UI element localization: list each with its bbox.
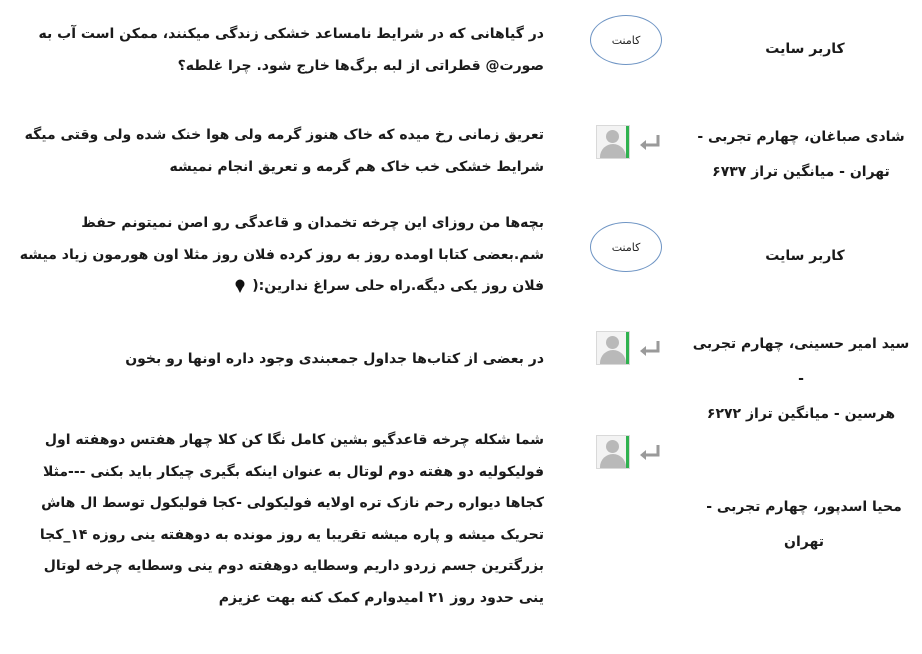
user-avatar-icon [596,331,630,365]
reply-indicator [596,125,666,161]
comment-text: بچه‌ها من روزای این چرخه تخمدان و قاعدگی رو اصن نمیتونم حفظ شم.بعضی کتابا اومده روز به روز کرده فلان روز مثلا اون هورمون زیاد میشه فلان روز یکی دیگه.راه حلی سراغ ندارین:( [19,215,544,294]
author-name: کاربر سایت [765,41,845,57]
comment-badge: کامنت [590,15,662,65]
user-avatar-icon [596,435,630,469]
reply-indicator [596,331,666,367]
reply-text: تعریق زمانی رخ میده که خاک هنوز گرمه ولی هوا خنک شده ولی وقتی میگه شرایط خشکی خب خاک هم گرمه و تعریق انجام نمیشه [24,127,544,175]
reply-text: در بعضی از کتاب‌ها جداول جمعبندی وجود داره اونها رو بخون [125,351,544,367]
author-name: شادی صباغان، چهارم تجربی - تهران - میانگین تراز ۶۷۳۷ [697,129,905,180]
author-name: محیا اسدپور، چهارم تجربی - تهران [706,499,902,550]
author-name: سید امیر حسینی، چهارم تجربی - هرسین - میانگین تراز ۶۲۷۲ [692,336,910,422]
comment-badge: کامنت [590,222,662,272]
reply-arrow-icon [638,443,662,463]
pin-emoji [233,279,247,293]
reply-indicator [596,435,666,471]
user-avatar-icon [596,125,630,159]
author-name: کاربر سایت [765,248,845,264]
reply-arrow-icon [638,133,662,153]
reply-text: شما شکله چرخه قاعدگیو بشین کامل نگا کن کلا چهار هفتس دوهفته اول فولیکولیه دو هفته دوم لوتال به عنوان اینکه بگیری چیکار باید بکنی ---مثلا کجاها دیواره رحم نازک تره اولایه فولیکولی -کجا فولیکول توسط ال هاش تحریک میشه و پاره میشه تقریبا یه روز مونده به دوهفته ینی روزه ۱۴_کجا بزرگترین جسم زردو داریم وسطایه دوهفته دوم ینی وسطایه چرخه لوتال ینی حدود روز ۲۱ امیدوارم کمک کنه بهت عزیزم [39,432,544,606]
reply-arrow-icon [638,339,662,359]
comment-text: در گیاهانی که در شرایط نامساعد خشکی زندگی میکنند، ممکن است آب به صورت@ قطراتی از لبه برگ‌ها خارج شود. چرا غلطه؟ [38,26,544,74]
